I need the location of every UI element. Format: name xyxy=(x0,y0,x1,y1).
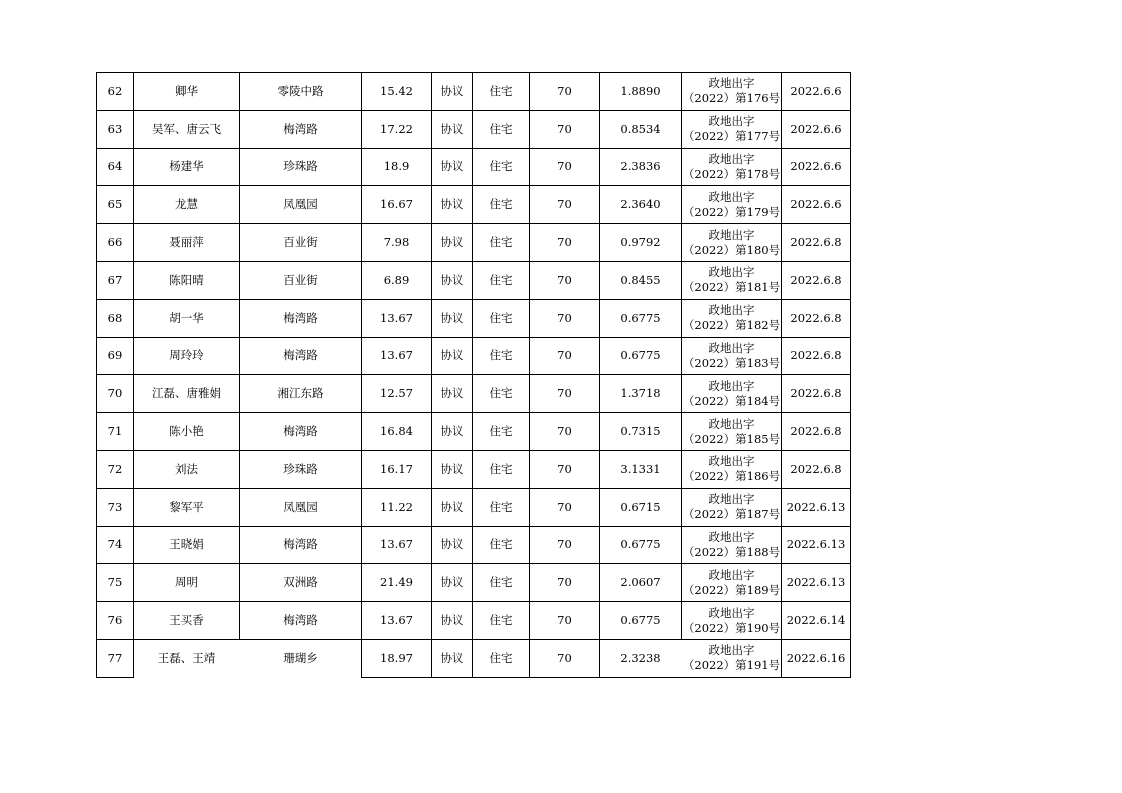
transfer-method-cell: 协议 xyxy=(432,337,473,375)
term-years-cell: 70 xyxy=(530,413,600,451)
table-row xyxy=(97,526,851,564)
certificate-cell xyxy=(682,261,782,299)
certificate-prefix: 政地出字 xyxy=(708,151,755,166)
land-use-cell: 住宅 xyxy=(473,299,530,337)
land-use-cell: 住宅 xyxy=(473,110,530,148)
certificate-number: （2022）第187号 xyxy=(682,507,781,522)
land-use-cell: 住宅 xyxy=(473,639,530,677)
row-number-cell: 62 xyxy=(97,73,134,111)
date-cell: 2022.6.8 xyxy=(782,224,851,262)
area-cell: 17.22 xyxy=(362,110,432,148)
date-cell: 2022.6.16 xyxy=(782,639,851,677)
certificate-number: （2022）第183号 xyxy=(682,355,781,370)
area-cell: 13.67 xyxy=(362,602,432,640)
price-cell: 2.3238 xyxy=(600,639,682,677)
land-use-cell: 住宅 xyxy=(473,337,530,375)
location-cell: 珊瑚乡 xyxy=(240,639,362,677)
price-cell: 0.6775 xyxy=(600,602,682,640)
term-years-cell: 70 xyxy=(530,148,600,186)
area-cell: 6.89 xyxy=(362,261,432,299)
certificate-number: （2022）第177号 xyxy=(682,129,781,144)
owner-name-cell: 刘法 xyxy=(134,450,240,488)
owner-name-cell: 陈阳晴 xyxy=(134,261,240,299)
certificate-prefix: 政地出字 xyxy=(708,227,755,242)
area-cell: 16.17 xyxy=(362,450,432,488)
date-cell: 2022.6.13 xyxy=(782,488,851,526)
location-cell: 双洲路 xyxy=(240,564,362,602)
transfer-method-cell: 协议 xyxy=(432,299,473,337)
certificate-number: （2022）第180号 xyxy=(682,242,781,257)
table-row xyxy=(97,186,851,224)
location-cell: 凤凰园 xyxy=(240,186,362,224)
certificate-cell xyxy=(682,564,782,602)
row-number-cell: 77 xyxy=(97,639,134,677)
table-row xyxy=(97,148,851,186)
location-cell: 梅湾路 xyxy=(240,299,362,337)
certificate-number: （2022）第184号 xyxy=(682,393,781,408)
certificate-cell xyxy=(682,337,782,375)
table-row xyxy=(97,224,851,262)
price-cell: 0.8455 xyxy=(600,261,682,299)
date-cell: 2022.6.8 xyxy=(782,375,851,413)
row-number-cell: 70 xyxy=(97,375,134,413)
table-body xyxy=(97,73,851,678)
transfer-method-cell: 协议 xyxy=(432,564,473,602)
land-use-cell: 住宅 xyxy=(473,73,530,111)
date-cell: 2022.6.6 xyxy=(782,186,851,224)
land-use-cell: 住宅 xyxy=(473,413,530,451)
table-row xyxy=(97,602,851,640)
transfer-method-cell: 协议 xyxy=(432,413,473,451)
table-row xyxy=(97,450,851,488)
term-years-cell: 70 xyxy=(530,639,600,677)
area-cell: 21.49 xyxy=(362,564,432,602)
term-years-cell: 70 xyxy=(530,224,600,262)
table-row xyxy=(97,299,851,337)
certificate-prefix: 政地出字 xyxy=(708,340,755,355)
certificate-prefix: 政地出字 xyxy=(708,643,755,658)
table-row xyxy=(97,337,851,375)
location-cell: 湘江东路 xyxy=(240,375,362,413)
certificate-prefix: 政地出字 xyxy=(708,454,755,469)
term-years-cell: 70 xyxy=(530,564,600,602)
owner-name-cell: 吴军、唐云飞 xyxy=(134,110,240,148)
location-cell: 凤凰园 xyxy=(240,488,362,526)
row-number-cell: 66 xyxy=(97,224,134,262)
land-use-cell: 住宅 xyxy=(473,488,530,526)
certificate-cell xyxy=(682,299,782,337)
owner-name-cell: 王买香 xyxy=(134,602,240,640)
owner-name-cell: 黎军平 xyxy=(134,488,240,526)
land-use-cell: 住宅 xyxy=(473,186,530,224)
certificate-cell xyxy=(682,73,782,111)
land-use-cell: 住宅 xyxy=(473,224,530,262)
certificate-cell xyxy=(682,186,782,224)
table-row xyxy=(97,413,851,451)
row-number-cell: 63 xyxy=(97,110,134,148)
price-cell: 0.6775 xyxy=(600,337,682,375)
price-cell: 0.6715 xyxy=(600,488,682,526)
row-number-cell: 73 xyxy=(97,488,134,526)
row-number-cell: 76 xyxy=(97,602,134,640)
certificate-number: （2022）第191号 xyxy=(682,658,781,673)
row-number-cell: 67 xyxy=(97,261,134,299)
term-years-cell: 70 xyxy=(530,110,600,148)
price-cell: 0.8534 xyxy=(600,110,682,148)
area-cell: 13.67 xyxy=(362,337,432,375)
transfer-method-cell: 协议 xyxy=(432,450,473,488)
row-number-cell: 74 xyxy=(97,526,134,564)
transfer-method-cell: 协议 xyxy=(432,488,473,526)
area-cell: 18.97 xyxy=(362,639,432,677)
certificate-prefix: 政地出字 xyxy=(708,265,755,280)
owner-name-cell: 江磊、唐雅娟 xyxy=(134,375,240,413)
location-cell: 珍珠路 xyxy=(240,148,362,186)
owner-name-cell: 胡一华 xyxy=(134,299,240,337)
certificate-number: （2022）第181号 xyxy=(682,280,781,295)
price-cell: 1.8890 xyxy=(600,73,682,111)
certificate-number: （2022）第179号 xyxy=(682,204,781,219)
transfer-method-cell: 协议 xyxy=(432,110,473,148)
date-cell: 2022.6.8 xyxy=(782,413,851,451)
certificate-number: （2022）第186号 xyxy=(682,469,781,484)
certificate-prefix: 政地出字 xyxy=(708,605,755,620)
table-row xyxy=(97,110,851,148)
transfer-method-cell: 协议 xyxy=(432,602,473,640)
owner-name-cell: 聂丽萍 xyxy=(134,224,240,262)
certificate-number: （2022）第182号 xyxy=(682,318,781,333)
area-cell: 15.42 xyxy=(362,73,432,111)
certificate-cell xyxy=(682,224,782,262)
row-number-cell: 69 xyxy=(97,337,134,375)
owner-name-cell: 陈小艳 xyxy=(134,413,240,451)
certificate-cell xyxy=(682,148,782,186)
certificate-cell xyxy=(682,110,782,148)
land-use-cell: 住宅 xyxy=(473,526,530,564)
transfer-method-cell: 协议 xyxy=(432,186,473,224)
area-cell: 16.67 xyxy=(362,186,432,224)
location-cell: 珍珠路 xyxy=(240,450,362,488)
land-transfer-table-sheet xyxy=(96,72,851,678)
term-years-cell: 70 xyxy=(530,337,600,375)
transfer-method-cell: 协议 xyxy=(432,639,473,677)
transfer-method-cell: 协议 xyxy=(432,261,473,299)
certificate-number: （2022）第178号 xyxy=(682,166,781,181)
term-years-cell: 70 xyxy=(530,450,600,488)
date-cell: 2022.6.6 xyxy=(782,110,851,148)
owner-name-cell: 龙慧 xyxy=(134,186,240,224)
location-cell: 零陵中路 xyxy=(240,73,362,111)
certificate-number: （2022）第190号 xyxy=(682,620,781,635)
price-cell: 2.0607 xyxy=(600,564,682,602)
certificate-prefix: 政地出字 xyxy=(708,416,755,431)
date-cell: 2022.6.8 xyxy=(782,337,851,375)
term-years-cell: 70 xyxy=(530,488,600,526)
term-years-cell: 70 xyxy=(530,73,600,111)
certificate-prefix: 政地出字 xyxy=(708,529,755,544)
transfer-method-cell: 协议 xyxy=(432,526,473,564)
table-row xyxy=(97,564,851,602)
land-use-cell: 住宅 xyxy=(473,375,530,413)
certificate-prefix: 政地出字 xyxy=(708,76,755,91)
owner-name-cell: 周明 xyxy=(134,564,240,602)
certificate-cell xyxy=(682,450,782,488)
date-cell: 2022.6.13 xyxy=(782,526,851,564)
certificate-cell xyxy=(682,413,782,451)
price-cell: 2.3836 xyxy=(600,148,682,186)
certificate-prefix: 政地出字 xyxy=(708,114,755,129)
date-cell: 2022.6.6 xyxy=(782,148,851,186)
row-number-cell: 64 xyxy=(97,148,134,186)
date-cell: 2022.6.14 xyxy=(782,602,851,640)
term-years-cell: 70 xyxy=(530,186,600,224)
transfer-method-cell: 协议 xyxy=(432,375,473,413)
area-cell: 11.22 xyxy=(362,488,432,526)
date-cell: 2022.6.8 xyxy=(782,261,851,299)
area-cell: 7.98 xyxy=(362,224,432,262)
table-row xyxy=(97,488,851,526)
certificate-number: （2022）第176号 xyxy=(682,91,781,106)
certificate-prefix: 政地出字 xyxy=(708,492,755,507)
area-cell: 12.57 xyxy=(362,375,432,413)
row-number-cell: 72 xyxy=(97,450,134,488)
certificate-number: （2022）第189号 xyxy=(682,582,781,597)
owner-name-cell: 周玲玲 xyxy=(134,337,240,375)
land-use-cell: 住宅 xyxy=(473,148,530,186)
term-years-cell: 70 xyxy=(530,261,600,299)
table-row xyxy=(97,73,851,111)
certificate-cell xyxy=(682,488,782,526)
price-cell: 0.9792 xyxy=(600,224,682,262)
certificate-number: （2022）第185号 xyxy=(682,431,781,446)
certificate-cell xyxy=(682,602,782,640)
term-years-cell: 70 xyxy=(530,299,600,337)
owner-name-cell: 王磊、王靖 xyxy=(134,639,240,677)
date-cell: 2022.6.8 xyxy=(782,299,851,337)
row-number-cell: 65 xyxy=(97,186,134,224)
location-cell: 梅湾路 xyxy=(240,110,362,148)
date-cell: 2022.6.8 xyxy=(782,450,851,488)
date-cell: 2022.6.6 xyxy=(782,73,851,111)
row-number-cell: 71 xyxy=(97,413,134,451)
certificate-number: （2022）第188号 xyxy=(682,544,781,559)
table-row xyxy=(97,261,851,299)
term-years-cell: 70 xyxy=(530,526,600,564)
transfer-method-cell: 协议 xyxy=(432,148,473,186)
price-cell: 2.3640 xyxy=(600,186,682,224)
price-cell: 0.6775 xyxy=(600,299,682,337)
land-use-cell: 住宅 xyxy=(473,602,530,640)
transfer-method-cell: 协议 xyxy=(432,73,473,111)
land-use-cell: 住宅 xyxy=(473,450,530,488)
term-years-cell: 70 xyxy=(530,602,600,640)
table-row xyxy=(97,375,851,413)
location-cell: 百业街 xyxy=(240,224,362,262)
land-transfer-table xyxy=(96,72,851,678)
certificate-prefix: 政地出字 xyxy=(708,567,755,582)
area-cell: 18.9 xyxy=(362,148,432,186)
land-use-cell: 住宅 xyxy=(473,564,530,602)
owner-name-cell: 杨建华 xyxy=(134,148,240,186)
location-cell: 梅湾路 xyxy=(240,526,362,564)
certificate-cell xyxy=(682,526,782,564)
row-number-cell: 68 xyxy=(97,299,134,337)
price-cell: 3.1331 xyxy=(600,450,682,488)
certificate-prefix: 政地出字 xyxy=(708,189,755,204)
term-years-cell: 70 xyxy=(530,375,600,413)
price-cell: 0.6775 xyxy=(600,526,682,564)
certificate-cell xyxy=(682,375,782,413)
row-number-cell: 75 xyxy=(97,564,134,602)
location-cell: 梅湾路 xyxy=(240,337,362,375)
certificate-prefix: 政地出字 xyxy=(708,303,755,318)
location-cell: 梅湾路 xyxy=(240,602,362,640)
price-cell: 0.7315 xyxy=(600,413,682,451)
certificate-cell xyxy=(682,639,782,677)
location-cell: 梅湾路 xyxy=(240,413,362,451)
area-cell: 13.67 xyxy=(362,526,432,564)
price-cell: 1.3718 xyxy=(600,375,682,413)
owner-name-cell: 王晓娟 xyxy=(134,526,240,564)
area-cell: 16.84 xyxy=(362,413,432,451)
table-row xyxy=(97,639,851,677)
transfer-method-cell: 协议 xyxy=(432,224,473,262)
land-use-cell: 住宅 xyxy=(473,261,530,299)
area-cell: 13.67 xyxy=(362,299,432,337)
date-cell: 2022.6.13 xyxy=(782,564,851,602)
owner-name-cell: 卿华 xyxy=(134,73,240,111)
certificate-prefix: 政地出字 xyxy=(708,378,755,393)
location-cell: 百业街 xyxy=(240,261,362,299)
